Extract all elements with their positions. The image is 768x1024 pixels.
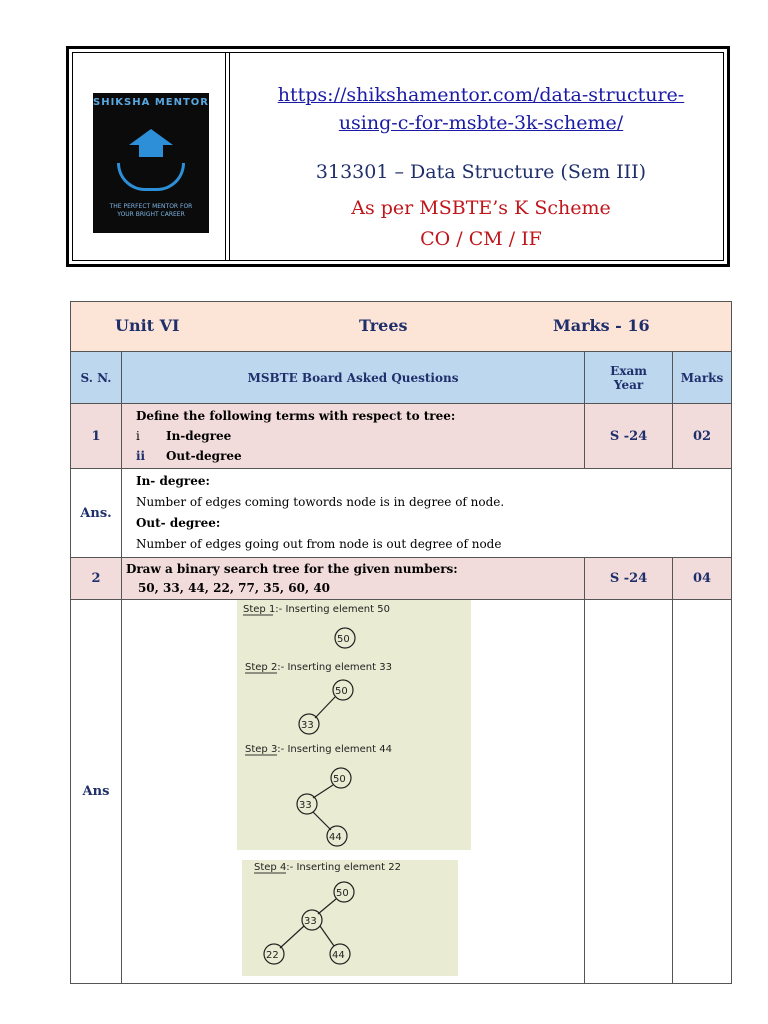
bst-steps-1-3-photo [237,600,471,850]
a1-text-2: Number of edges going out from node is out degree of node [135,537,502,551]
graduation-cap-base-icon [139,145,163,157]
q1-item1: In-degree [165,429,232,443]
col-sn: S. N. [71,352,122,404]
q1-item2-index: ii [135,449,146,463]
logo-tagline-2: YOUR BRIGHT CAREER [117,211,185,218]
q2-text [122,560,584,598]
unit-row [71,302,732,352]
step1-label: Step 1:- Inserting element 50 [242,604,390,615]
col-year-1: Exam [610,363,647,378]
step1-node-50: 50 [336,634,350,645]
a1-text [122,469,731,557]
a2-label: Ans [71,600,122,984]
scheme-name: As per MSBTE’s K Scheme [351,197,611,219]
questions-table [70,301,732,984]
col-marks: Marks [673,352,732,404]
q2-numbers: 50, 33, 44, 22, 77, 35, 60, 40 [137,580,331,595]
a1-text-1: Number of edges coming towords node is in degree of node. [135,495,505,509]
step4-node-44: 44 [331,950,345,961]
col-questions: MSBTE Board Asked Questions [121,352,584,404]
q1-text [122,404,584,468]
course-title: 313301 – Data Structure (Sem III) [315,161,647,183]
step3-label: Step 3:- Inserting element 44 [244,744,392,755]
open-book-icon [117,163,185,191]
bst-step-4-photo [242,860,458,976]
header-divider [225,53,230,260]
step3-node-50: 50 [332,774,346,785]
q1-item2: Out-degree [165,449,242,463]
q1-marks: 02 [673,404,732,469]
col-year [585,352,673,404]
q2-marks: 04 [673,558,732,600]
question-row-1 [71,404,732,469]
col-year-2: Year [613,377,644,392]
header-box [66,46,730,267]
branches: CO / CM / IF [420,228,542,250]
graduation-cap-icon [129,129,173,145]
step2-node-33: 33 [300,720,314,731]
logo-text: SHIKSHA MENTOR [93,97,210,108]
q1-item1-index: i [135,429,140,443]
step3-node-44: 44 [328,832,342,843]
a2-year-empty [585,600,673,984]
course-link-line-2[interactable]: using-c-for-msbte-3k-scheme/ [338,112,624,134]
step3-node-33: 33 [298,800,312,811]
step4-node-33: 33 [303,916,317,927]
q1-year: S -24 [585,404,673,469]
column-header-row [71,352,732,404]
a1-label: Ans. [71,469,122,558]
step4-node-50: 50 [335,888,349,899]
course-link-line-1[interactable]: https://shikshamentor.com/data-structure- [277,84,685,106]
header-inner-border [72,52,724,261]
step2-node-50: 50 [334,686,348,697]
step4-node-22: 22 [265,950,279,961]
step4-label: Step 4:- Inserting element 22 [253,862,401,873]
a2-image-cell [121,600,584,984]
step2-label: Step 2:- Inserting element 33 [244,662,392,673]
unit-marks: Marks - 16 [553,315,650,335]
q1-title: Define the following terms with respect to tree: [135,409,456,423]
logo-tagline [93,203,209,219]
q2-title: Draw a binary search tree for the given numbers: [125,561,458,576]
shiksha-mentor-logo [93,93,209,233]
a1-heading-1: In- degree: [135,474,210,488]
scheme-info [233,193,729,255]
logo-tagline-1: THE PERFECT MENTOR FOR [109,203,193,210]
answer-row-2 [71,600,732,984]
q2-sn: 2 [71,558,122,600]
q1-sn: 1 [71,404,122,469]
a1-heading-2: Out- degree: [135,516,221,530]
unit-topic: Trees [359,315,408,335]
a2-marks-empty [673,600,732,984]
course-link[interactable] [233,81,729,137]
unit-label: Unit VI [115,315,180,335]
question-row-2 [71,558,732,600]
answer-row-1 [71,469,732,558]
q2-year: S -24 [585,558,673,600]
